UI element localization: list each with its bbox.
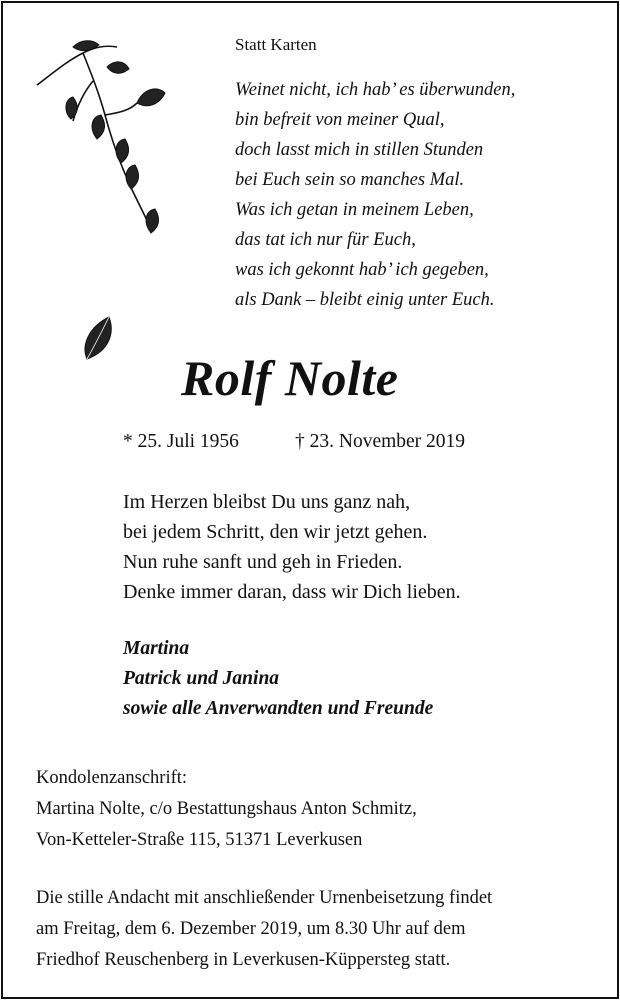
poem-line: bin befreit von meiner Qual, bbox=[235, 110, 445, 130]
verse bbox=[123, 487, 461, 607]
address-line: Von-Ketteler-Straße 115, 51371 Leverkusen bbox=[36, 830, 363, 850]
poem-line: Was ich getan in meinem Leben, bbox=[235, 200, 474, 220]
poem-line: doch lasst mich in stillen Stunden bbox=[235, 140, 484, 160]
poem-line: was ich gekonnt hab’ ich gegeben, bbox=[235, 260, 489, 280]
deceased-name: Rolf Nolte bbox=[181, 350, 399, 406]
birth-date: * 25. Juli 1956 bbox=[123, 431, 239, 452]
service-line: Die stille Andacht mit anschließender Urnenbeisetzung findet bbox=[36, 888, 493, 908]
verse-line: Nun ruhe sanft und geh in Frieden. bbox=[123, 551, 403, 573]
verse-line: Im Herzen bleibst Du uns ganz nah, bbox=[123, 491, 411, 513]
family-line: Patrick und Janina bbox=[123, 668, 280, 689]
poem-line: Weinet nicht, ich hab’ es überwunden, bbox=[235, 80, 516, 100]
family-line: sowie alle Anverwandten und Freunde bbox=[123, 698, 434, 719]
poem-line: als Dank – bleibt einig unter Euch. bbox=[235, 290, 495, 310]
address-line: Kondolenzanschrift: bbox=[36, 768, 188, 788]
obituary-card bbox=[1, 1, 619, 999]
family-line: Martina bbox=[123, 638, 190, 659]
service-info bbox=[36, 883, 492, 976]
death-date: † 23. November 2019 bbox=[295, 431, 466, 452]
poem bbox=[235, 75, 515, 315]
poem-line: bei Euch sein so manches Mal. bbox=[235, 170, 465, 190]
falling-leaf-icon bbox=[79, 313, 119, 365]
birch-branch-icon bbox=[33, 33, 183, 263]
service-line: am Freitag, dem 6. Dezember 2019, um 8.30 Uhr auf dem bbox=[36, 919, 466, 939]
verse-line: Denke immer daran, dass wir Dich lieben. bbox=[123, 581, 461, 603]
family-names bbox=[123, 634, 433, 724]
service-line: Friedhof Reuschenberg in Leverkusen-Küppersteg statt. bbox=[36, 950, 451, 970]
condolence-address bbox=[36, 763, 417, 856]
header-label: Statt Karten bbox=[235, 35, 317, 54]
poem-line: das tat ich nur für Euch, bbox=[235, 230, 416, 250]
address-line: Martina Nolte, c/o Bestattungshaus Anton Schmitz, bbox=[36, 799, 417, 819]
verse-line: bei jedem Schritt, den wir jetzt gehen. bbox=[123, 521, 428, 543]
